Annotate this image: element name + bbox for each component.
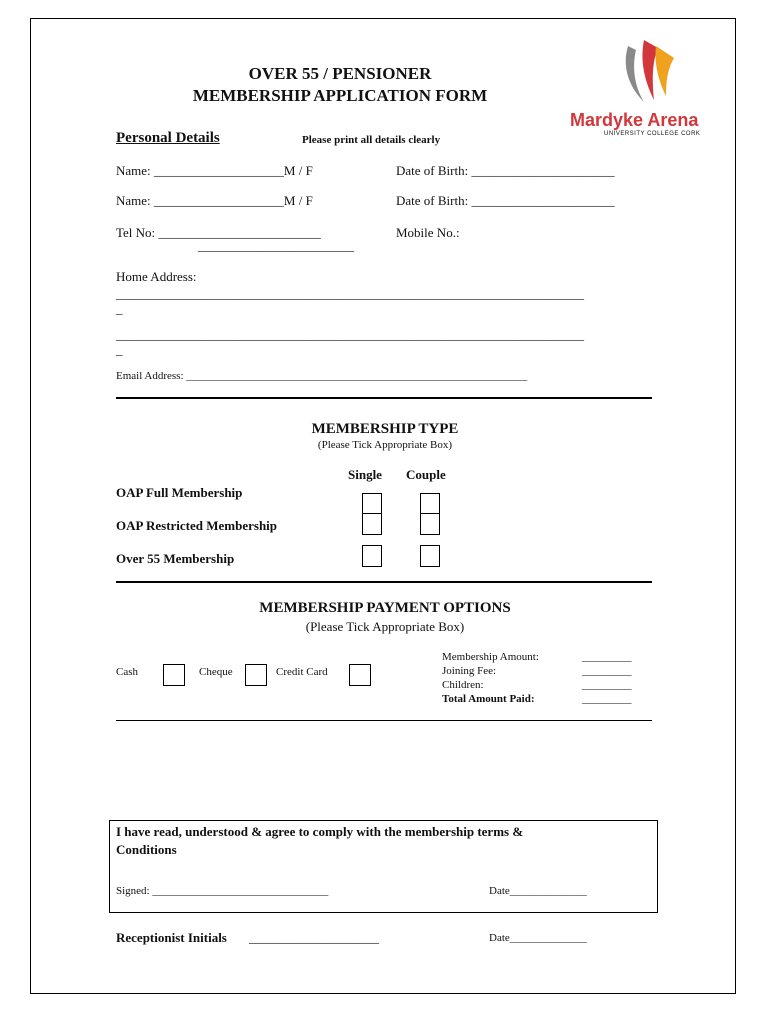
logo (566, 36, 731, 146)
membership-type-note: (Please Tick Appropriate Box) (317, 439, 453, 451)
section-divider-1 (116, 397, 652, 399)
declaration-line1: I have read, understood & agree to comply with the membership terms & (116, 824, 524, 839)
membership-amount-label: Membership Amount: (442, 651, 539, 663)
oap-restricted-membership-label: OAP Restricted Membership (116, 518, 278, 533)
col-single: Single (348, 467, 382, 482)
checkbox-full-single[interactable] (362, 493, 382, 515)
cheque-label: Cheque (199, 666, 233, 678)
flame-icon (614, 36, 684, 106)
payment-options-note: (Please Tick Appropriate Box) (305, 619, 465, 634)
receptionist-date-field[interactable]: Date______________ (489, 932, 587, 944)
logo-sub: UNIVERSITY COLLEGE CORK (604, 131, 701, 137)
name-field-2[interactable]: Name: ____________________M / F (116, 193, 313, 208)
membership-type-heading: MEMBERSHIP TYPE (311, 421, 459, 437)
name-field-1[interactable]: Name: ____________________M / F (116, 163, 313, 178)
credit-card-label: Credit Card (276, 666, 328, 678)
joining-fee-label: Joining Fee: (442, 665, 497, 677)
checkbox-cheque[interactable] (245, 664, 267, 686)
email-field[interactable]: Email Address: ______________________________________________________________ (116, 370, 528, 382)
section-divider-2 (116, 581, 652, 583)
checkbox-cash[interactable] (163, 664, 185, 686)
declaration-date-field[interactable]: Date______________ (489, 885, 587, 897)
checkbox-restricted-single[interactable] (362, 513, 382, 535)
print-note: Please print all details clearly (302, 134, 441, 146)
declaration-line2: Conditions (116, 842, 177, 857)
address-line-1[interactable]: ________________________________________________________________________ (116, 286, 584, 301)
signed-field[interactable]: Signed: ________________________________ (116, 885, 329, 897)
children-field[interactable]: _________ (582, 679, 632, 691)
total-amount-field[interactable]: _________ (582, 693, 632, 705)
address-dash-1: _ (116, 301, 123, 316)
logo-name: Mardyke Arena (570, 110, 699, 130)
total-amount-label: Total Amount Paid: (442, 693, 535, 705)
cash-label: Cash (116, 666, 138, 678)
section-divider-3 (116, 720, 652, 721)
payment-options-heading: MEMBERSHIP PAYMENT OPTIONS (259, 600, 511, 616)
checkbox-restricted-couple[interactable] (420, 513, 440, 535)
mobile-field-line[interactable]: ________________________ (198, 238, 354, 253)
address-line-2[interactable]: ________________________________________________________________________ (116, 327, 584, 342)
membership-amount-field[interactable]: _________ (582, 651, 632, 663)
mobile-field-label: Mobile No.: (396, 225, 460, 240)
dob-field-2[interactable]: Date of Birth: ______________________ (396, 193, 615, 208)
form-title-line1: OVER 55 / PENSIONER (248, 64, 432, 83)
checkbox-over55-couple[interactable] (420, 545, 440, 567)
over55-membership-label: Over 55 Membership (116, 551, 235, 566)
dob-field-1[interactable]: Date of Birth: ______________________ (396, 163, 615, 178)
checkbox-over55-single[interactable] (362, 545, 382, 567)
form-title-line2: MEMBERSHIP APPLICATION FORM (192, 86, 488, 105)
checkbox-full-couple[interactable] (420, 493, 440, 515)
tel-field[interactable]: Tel No: _________________________ (116, 225, 321, 240)
children-label: Children: (442, 679, 484, 691)
col-couple: Couple (406, 467, 446, 482)
personal-details-heading: Personal Details (116, 130, 220, 146)
oap-full-membership-label: OAP Full Membership (116, 485, 243, 500)
home-address-label: Home Address: (116, 269, 197, 284)
joining-fee-field[interactable]: _________ (582, 665, 632, 677)
address-dash-2: _ (116, 342, 123, 357)
receptionist-initials-field[interactable]: ____________________ (249, 930, 379, 945)
checkbox-credit-card[interactable] (349, 664, 371, 686)
receptionist-initials-label: Receptionist Initials (116, 930, 227, 945)
